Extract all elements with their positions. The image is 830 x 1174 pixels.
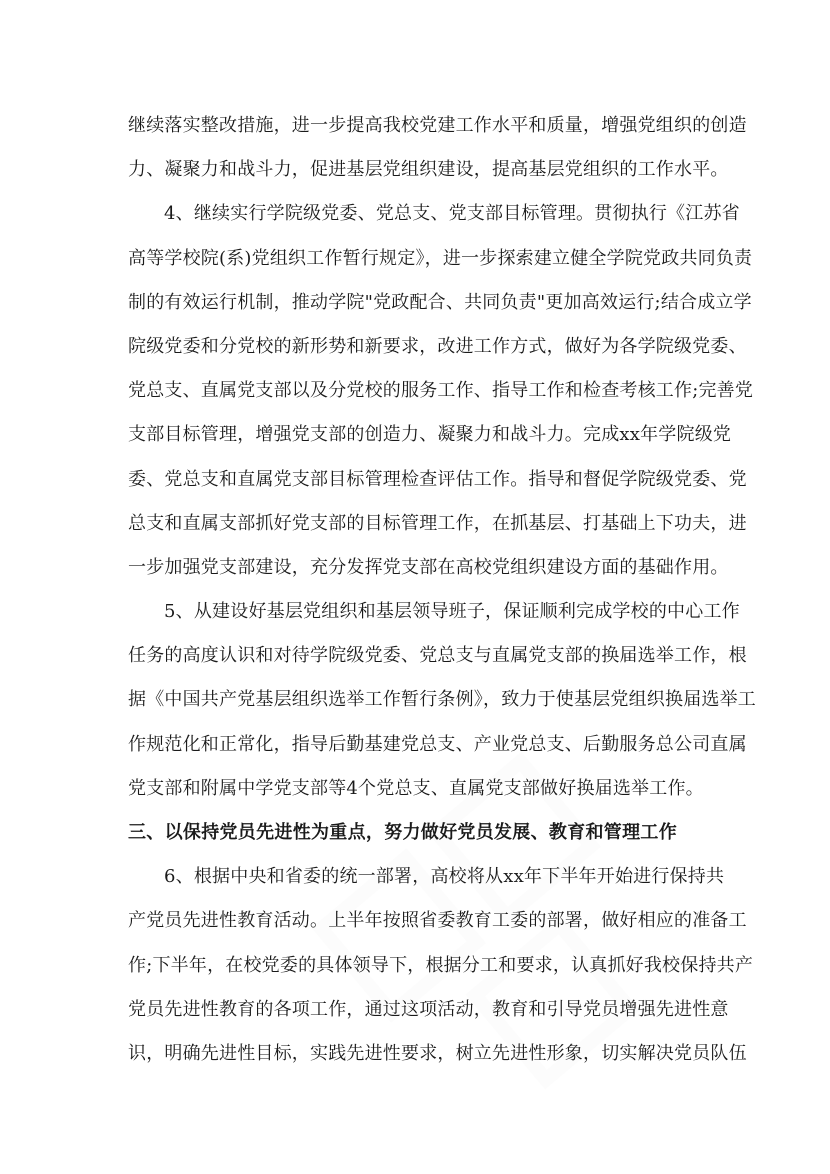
document-page: [128, 104, 756, 1076]
text-line: 识，明确先进性目标，实践先进性要求，树立先进性形象，切实解决党员队伍: [128, 1042, 747, 1064]
section-heading: 三、以保持党员先进性为重点，努力做好党员发展、教育和管理工作: [128, 822, 677, 843]
text-line: 作;下半年，在校党委的具体领导下，根据分工和要求，认真抓好我校保持共产: [128, 954, 754, 976]
text-line: 继续落实整改措施，进一步提高我校党建工作水平和质量，增强党组织的创造: [128, 115, 747, 136]
text-line: 据《中国共产党基层组织选举工作暂行条例》，致力于使基层党组织换届选举工: [128, 689, 756, 711]
text-line: 6、根据中央和省委的统一部署，高校将从xx年下半年开始进行保持共: [164, 866, 725, 888]
text-line: 党支部和附属中学党支部等4个党总支、直属党支部做好换届选举工作。: [128, 777, 704, 799]
text-line: 一步加强党支部建设，充分发挥党支部在高校党组织建设方面的基础作用。: [128, 556, 729, 578]
text-line: 5、从建设好基层党组织和基层领导班子，保证顺利完成学校的中心工作: [164, 601, 740, 623]
paragraph-continuation: [128, 104, 747, 192]
text-line: 党总支、直属党支部以及分党校的服务工作、指导工作和检查考核工作;完善党: [128, 380, 754, 402]
text-line: 高等学校院(系)党组织工作暂行规定》，进一步探索建立健全学院党政共同负责: [128, 247, 753, 269]
text-line: 党员先进性教育的各项工作，通过这项活动，教育和引导党员增强先进性意: [128, 998, 729, 1020]
text-line: 制的有效运行机制，推动学院"党政配合、共同负责"更加高效运行;结合成立学: [128, 291, 752, 313]
paragraph-item-5: [128, 590, 756, 811]
text-line: 院级党委和分党校的新形势和新要求，改进工作方式，做好为各学院级党委、: [128, 335, 747, 357]
text-line: 支部目标管理，增强党支部的创造力、凝聚力和战斗力。完成xx年学院级党: [128, 424, 732, 446]
text-line: 作规范化和正常化，指导后勤基建党总支、产业党总支、后勤服务总公司直属: [128, 733, 747, 755]
text-line: 委、党总支和直属党支部目标管理检查评估工作。指导和督促学院级党委、党: [128, 468, 747, 490]
text-line: 任务的高度认识和对待学院级党委、党总支与直属党支部的换届选举工作，根: [128, 645, 747, 667]
text-line: 力、凝聚力和战斗力，促进基层党组织建设，提高基层党组织的工作水平。: [128, 159, 729, 181]
text-line: 总支和直属支部抓好党支部的目标管理工作，在抓基层、打基础上下功夫，进: [128, 512, 747, 534]
paragraph-item-6: [128, 855, 754, 1076]
text-line: 产党员先进性教育活动。上半年按照省委教育工委的部署，做好相应的准备工: [128, 910, 747, 932]
text-line: 4、继续实行学院级党委、党总支、党支部目标管理。贯彻执行《江苏省: [164, 203, 740, 225]
paragraph-item-4: [128, 192, 754, 590]
